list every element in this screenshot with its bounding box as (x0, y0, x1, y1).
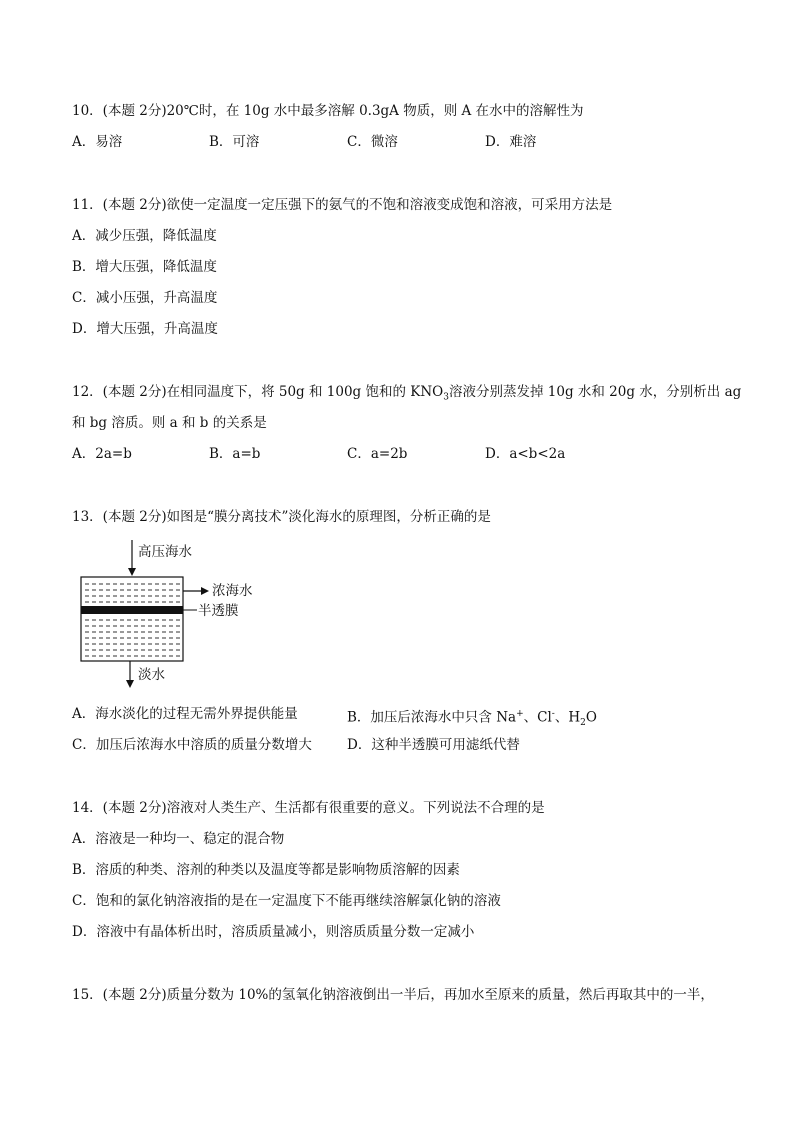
q11-stem: 11．(本题 2分)欲使一定温度一定压强下的氨气的不饱和溶液变成饱和溶液，可采用方法是 (72, 197, 613, 213)
q13-option-b-sub: 2 (580, 718, 586, 729)
label-semipermeable-membrane: 半透膜 (198, 603, 239, 619)
q10-option-d: D．难溶 (485, 134, 537, 150)
inlet-arrow-head (128, 568, 136, 576)
bottom-arrow-head (126, 680, 134, 688)
label-fresh-water: 淡水 (138, 667, 165, 683)
q10-stem: 10．(本题 2分)20℃时，在 10g 水中最多溶解 0.3gA 物质，则 A 在水中的溶解性为 (72, 103, 584, 119)
q12-option-b: B．a=b (209, 446, 261, 462)
q12-option-c: C．a=2b (347, 446, 408, 462)
q10-option-c: C．微溶 (347, 134, 398, 150)
outlet-arrow-head (201, 587, 209, 595)
q13-option-b-part4: O (585, 709, 597, 726)
q13-option-b-sup1: + (516, 709, 524, 719)
q13-option-b-part3: 、H (554, 709, 581, 726)
q10-option-b: B．可溶 (209, 134, 260, 150)
q14-option-a: A．溶液是一种均一、稳定的混合物 (72, 831, 285, 847)
q10-option-a: A．易溶 (72, 134, 123, 150)
q11-option-b: B．增大压强，降低温度 (72, 259, 217, 275)
q13-option-d: D．这种半透膜可用滤纸代替 (347, 737, 520, 753)
q11-option-a: A．减少压强，降低温度 (72, 228, 217, 244)
q14-option-c: C．饱和的氯化钠溶液指的是在一定温度下不能再继续溶解氯化钠的溶液 (72, 893, 501, 909)
membrane-diagram-svg (72, 540, 292, 690)
q12-stem-line2: 和 bg 溶质。则 a 和 b 的关系是 (72, 415, 267, 431)
semipermeable-membrane (81, 606, 183, 614)
q11-option-c: C．减小压强，升高温度 (72, 290, 218, 306)
q11-option-d: D．增大压强，升高温度 (72, 321, 218, 337)
q12-stem-part2: 溶液分别蒸发掉 10g 水和 20g 水，分别析出 ag (448, 384, 742, 400)
q14-option-d: D．溶液中有晶体析出时，溶质质量减小，则溶质质量分数一定减小 (72, 924, 475, 940)
q12-stem-part1: 12．(本题 2分)在相同温度下，将 50g 和 100g 饱和的 KNO (72, 384, 444, 400)
label-concentrated-seawater: 浓海水 (212, 583, 253, 599)
q13-option-a: A．海水淡化的过程无需外界提供能量 (72, 706, 298, 722)
q12-stem-subscript: 3 (443, 392, 449, 403)
q13-option-b (347, 705, 597, 732)
q13-option-b-part2: 、Cl (523, 709, 552, 726)
lower-water-dashes (85, 620, 180, 656)
q12-option-a: A．2a=b (72, 446, 132, 462)
membrane-diagram (72, 540, 292, 690)
upper-water-dashes (85, 584, 180, 602)
q12-option-d: D．a<b<2a (485, 446, 566, 462)
container-box (81, 577, 183, 661)
q14-stem: 14．(本题 2分)溶液对人类生产、生活都有很重要的意义。下列说法不合理的是 (72, 800, 545, 816)
q13-stem: 13．(本题 2分)如图是“膜分离技术”淡化海水的原理图，分析正确的是 (72, 509, 491, 525)
q13-option-c: C．加压后浓海水中溶质的质量分数增大 (72, 737, 312, 753)
q12-stem-line1 (72, 383, 741, 407)
q13-option-b-part1: B．加压后浓海水中只含 Na (347, 709, 517, 726)
q14-option-b: B．溶质的种类、溶剂的种类以及温度等都是影响物质溶解的因素 (72, 862, 460, 878)
q15-stem: 15．(本题 2分)质量分数为 10%的氢氧化钠溶液倒出一半后，再加水至原来的质量，然后再取其中的一半， (72, 987, 714, 1003)
q13-option-b-sup2: - (551, 709, 555, 719)
label-high-pressure-seawater: 高压海水 (138, 544, 192, 560)
